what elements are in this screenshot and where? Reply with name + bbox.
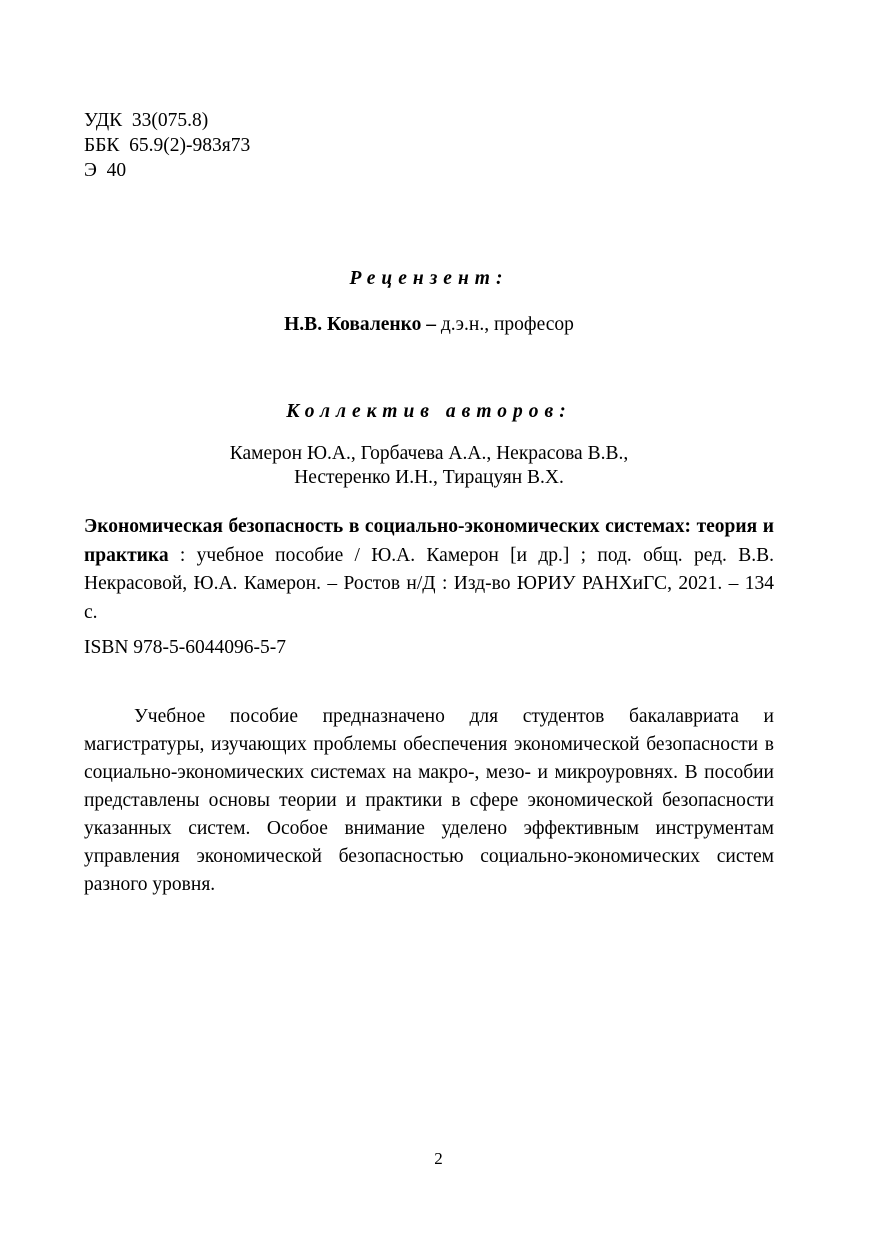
reviewer-line: [84, 314, 774, 336]
udc-code: УДК 33(075.8): [84, 110, 209, 131]
bbk-code: ББК 65.9(2)-983я73: [84, 135, 251, 156]
authors-line-2: Нестеренко И.Н., Тирацуян В.Х.: [294, 467, 564, 488]
author-mark: Э 40: [84, 160, 127, 181]
page-number: 2: [434, 1149, 443, 1168]
bibliographic-details: : учебное пособие / Ю.А. Камерон [и др.] ; под. общ. ред. В.В. Некрасовой, Ю.А. Камерон. – Ростов н/Д : Изд-во ЮРИУ РАНХиГС, 2021. – 134 с.: [84, 544, 774, 623]
reviewer-heading: Рецензент:: [349, 268, 509, 289]
isbn: ISBN 978-5-6044096-5-7: [84, 637, 287, 658]
authors-heading: Коллектив авторов:: [286, 401, 572, 422]
abstract-paragraph: Учебное пособие предназначено для студентов бакалавриата и магистратуры, изучающих проблемы обеспечения экономической безопасности в социально-экономических системах на макро-, мезо- и микроуровнях. В пособии представлены основы теории и практики в сфере экономической безопасности указанных систем. Особое внимание уделено эффективным инструментам управления экономической безопасностью социально-экономических систем разного уровня.: [84, 706, 774, 895]
bibliographic-record: [84, 513, 774, 627]
book-title: Экономическая безопасность в социально-экономических системах: теория и практика: [84, 516, 774, 566]
classification-block: [84, 108, 250, 183]
authors-line-1: Камерон Ю.А., Горбачева А.А., Некрасова В.В.,: [229, 443, 629, 464]
reviewer-name: Н.В. Коваленко –: [284, 314, 437, 335]
reviewer-title: д.э.н., професор: [436, 314, 574, 335]
